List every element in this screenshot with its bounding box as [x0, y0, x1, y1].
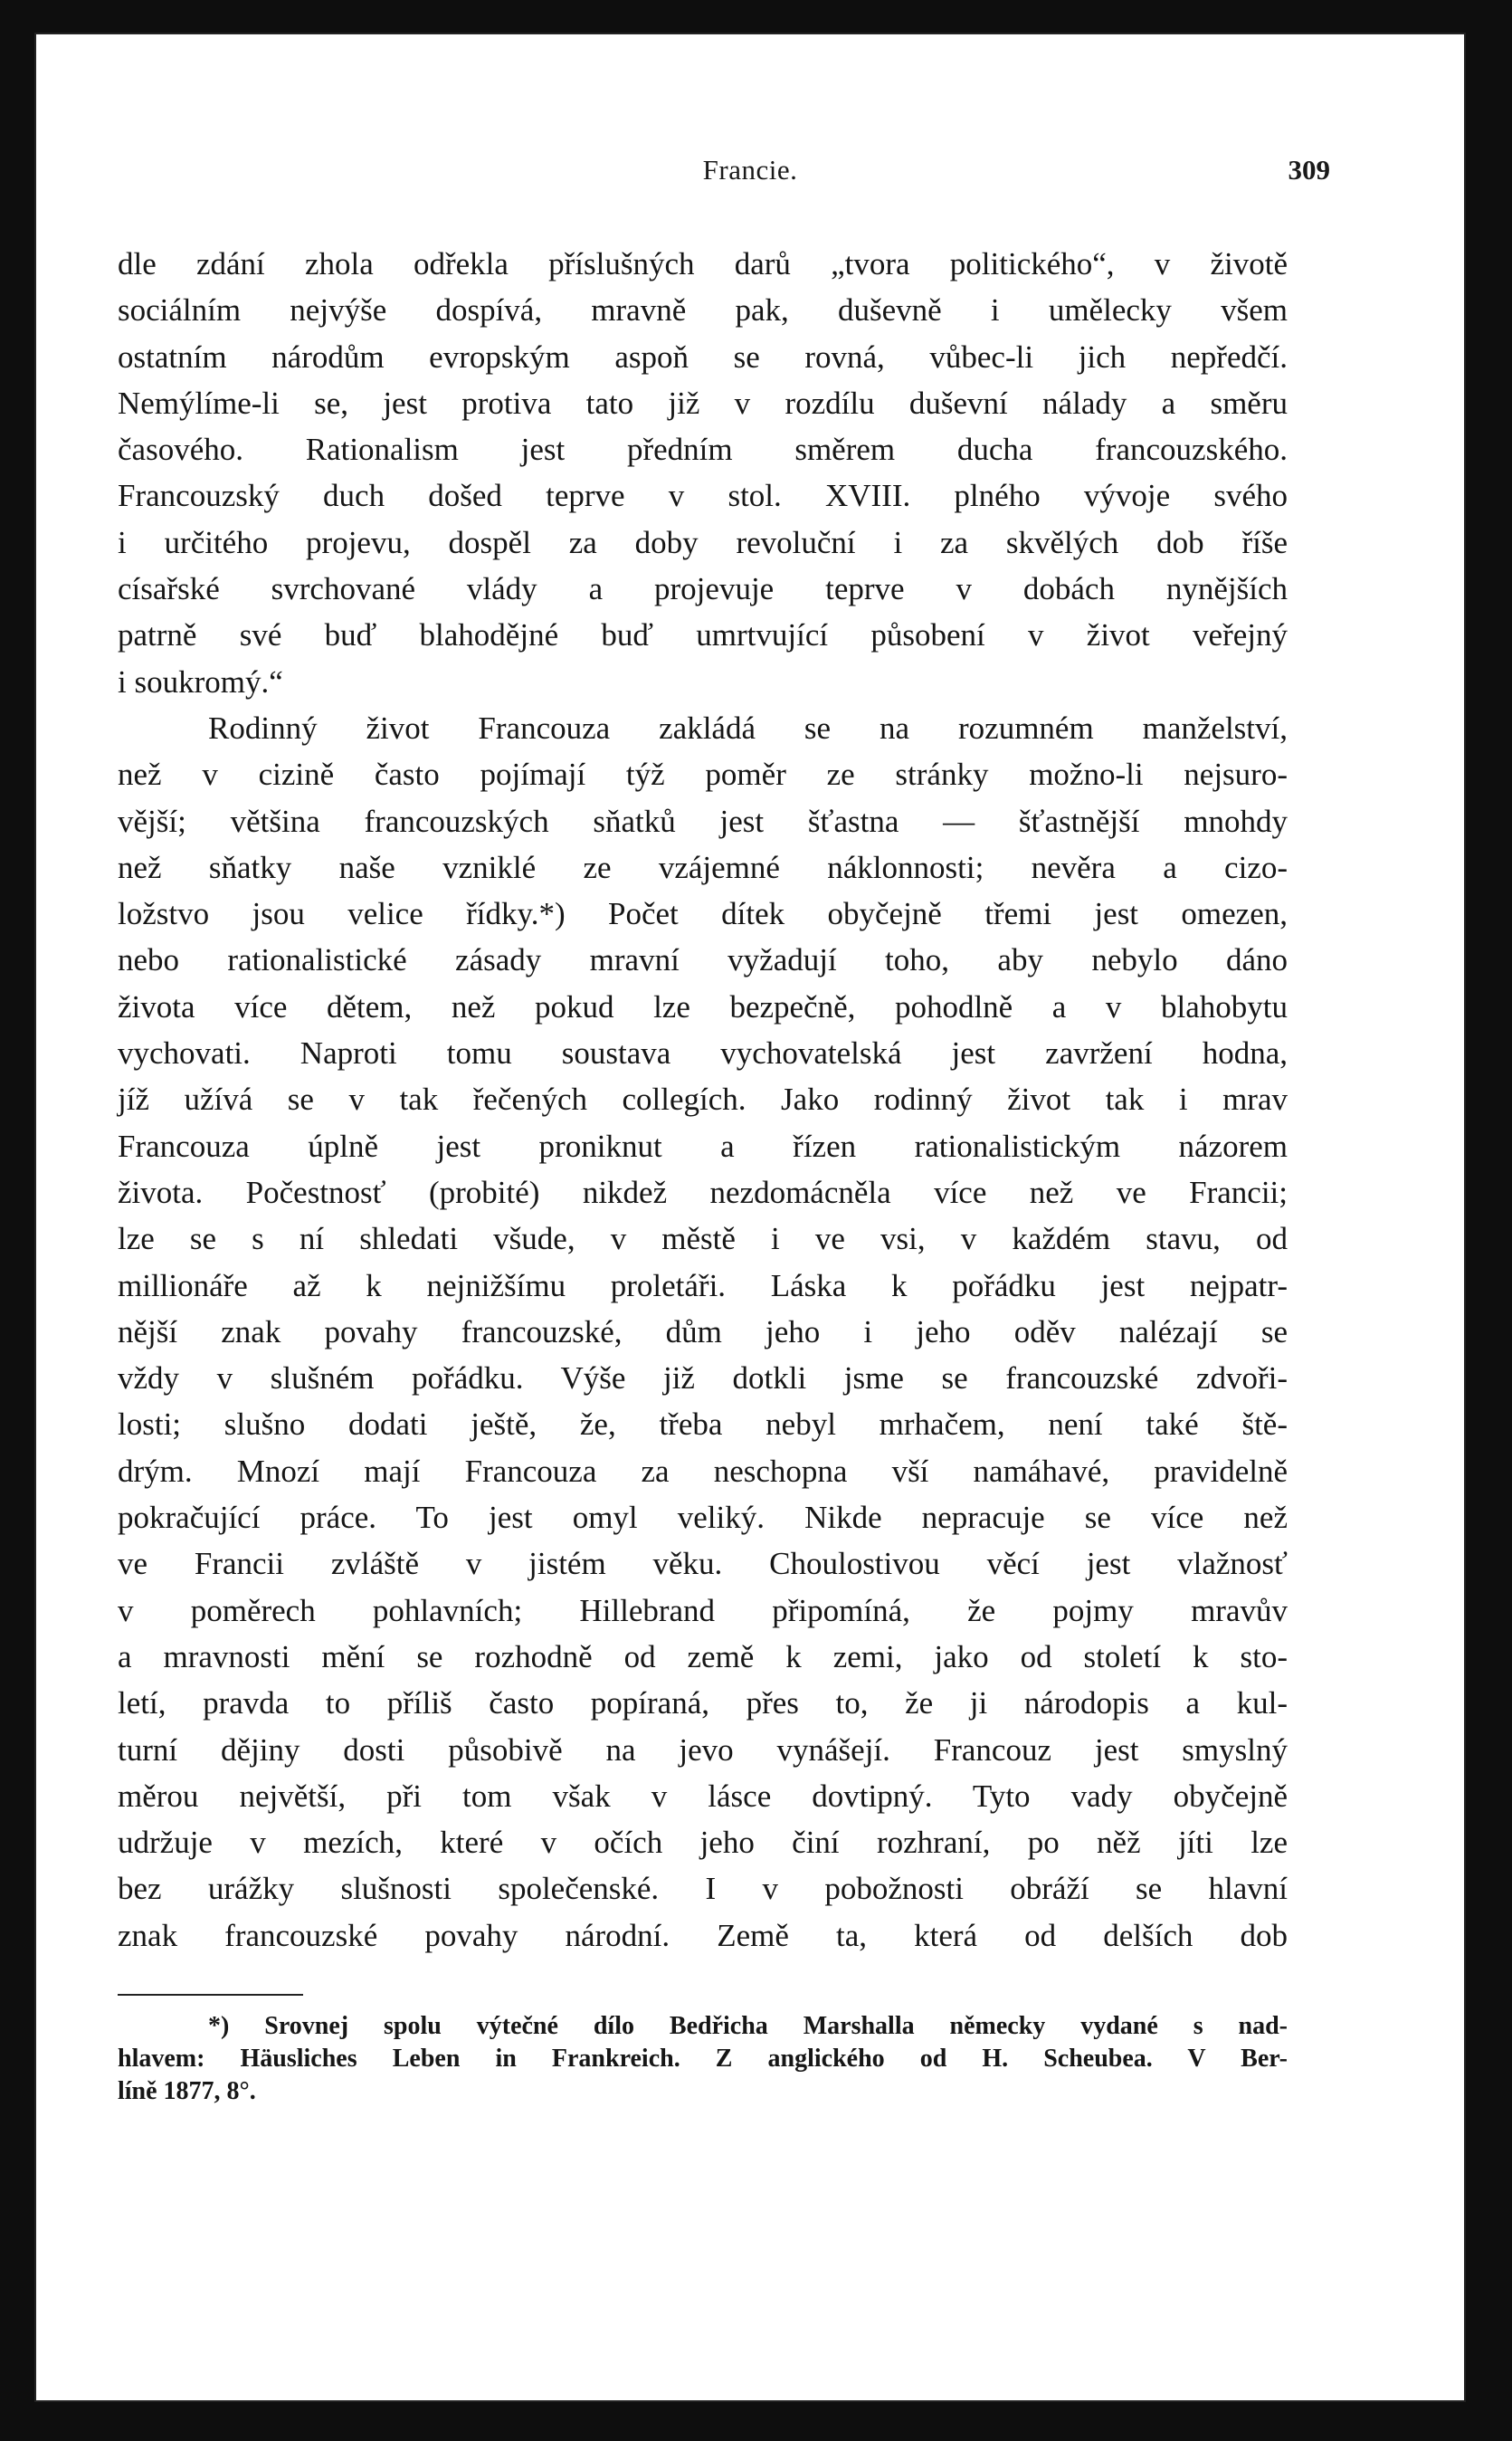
text-line: udržuje v mezích, které v očích jeho činí rozhraní, po něž jíti lze: [118, 1825, 1288, 1861]
text-line: ložstvo jsou velice řídky.*) Počet dítek obyčejně třemi jest omezen,: [118, 896, 1288, 932]
footnote-line: *) Srovnej spolu výtečné dílo Bedřicha Marshalla německy vydané s nad-: [208, 2012, 1288, 2040]
text-line: než sňatky naše vzniklé ze vzájemné náklonnosti; nevěra a cizo-: [118, 849, 1288, 885]
text-line: sociálním nejvýše dospívá, mravně pak, duševně i umělecky všem: [118, 292, 1288, 329]
book-page: [36, 34, 1464, 2400]
text-line: v poměrech pohlavních; Hillebrand připomíná, že pojmy mravův: [118, 1592, 1288, 1628]
text-line: letí, pravda to příliš často popíraná, přes to, že ji národopis a kul-: [118, 1685, 1288, 1721]
text-line: turní dějiny dosti působivě na jevo vynášejí. Francouz jest smyslný: [118, 1731, 1288, 1768]
text-line: Francouza úplně jest proniknut a řízen rationalistickým názorem: [118, 1128, 1288, 1164]
text-line: vychovati. Naproti tomu soustava vychovatelská jest zavržení hodna,: [118, 1035, 1288, 1072]
text-line: lze se s ní shledati všude, v městě i ve vsi, v každém stavu, od: [118, 1221, 1288, 1257]
text-line: i soukromý.“: [118, 663, 283, 700]
text-line: bez urážky slušnosti společenské. I v pobožnosti obráží se hlavní: [118, 1871, 1288, 1907]
text-line: císařské svrchované vlády a projevuje teprve v dobách nynějších: [118, 571, 1288, 607]
text-line: patrně své buď blahodějné buď umrtvující působení v život veřejný: [118, 617, 1288, 653]
text-line: vždy v slušném pořádku. Výše již dotkli jsme se francouzské zdvoři-: [118, 1360, 1288, 1397]
text-line: drým. Mnozí mají Francouza za neschopna vší namáhavé, pravidelně: [118, 1453, 1288, 1489]
body-text: [118, 241, 1288, 1959]
text-line: ve Francii zvláště v jistém věku. Choulostivou věcí jest vlažnosť: [118, 1546, 1288, 1582]
running-head: Francie.: [702, 154, 798, 186]
footnote-line: líně 1877, 8°.: [118, 2077, 256, 2105]
footnote-line: hlavem: Häusliches Leben in Frankreich. Z anglického od H. Scheubea. V Ber-: [118, 2045, 1288, 2073]
text-line: ostatním národům evropským aspoň se rovná, vůbec-li jich nepředčí.: [118, 338, 1288, 375]
page-number: 309: [1288, 154, 1330, 186]
text-line: Francouzský duch došed teprve v stol. XVIII. plného vývoje svého: [118, 478, 1288, 514]
text-line: losti; slušno dodati ještě, že, třeba nebyl mrhačem, není také ště-: [118, 1406, 1288, 1443]
text-line: znak francouzské povahy národní. Země ta, která od delších dob: [118, 1917, 1288, 1953]
text-line: dle zdání zhola odřekla příslušných darů „tvora politického“, v životě: [118, 246, 1288, 281]
footnote: [118, 2010, 1288, 2108]
text-line: Nemýlíme-li se, jest protiva tato již v rozdílu duševní nálady a směru: [118, 385, 1288, 421]
text-line: nebo rationalistické zásady mravní vyžadují toho, aby nebylo dáno: [118, 942, 1288, 978]
paragraph-start-line: Rodinný život Francouza zakládá se na rozumném manželství,: [208, 710, 1288, 746]
page-header: [36, 154, 1464, 199]
text-line: vější; většina francouzských sňatků jest šťastna — šťastnější mnohdy: [118, 803, 1288, 839]
text-line: nější znak povahy francouzské, dům jeho i jeho oděv nalézají se: [118, 1313, 1288, 1349]
text-line: života. Počestnosť (probité) nikdež nezdomácněla více než ve Francii;: [118, 1174, 1288, 1210]
text-line: a mravnosti mění se rozhodně od země k zemi, jako od století k sto-: [118, 1638, 1288, 1674]
text-line: i určitého projevu, dospěl za doby revoluční i za skvělých dob říše: [118, 524, 1288, 560]
text-line: měrou největší, při tom však v lásce dovtipný. Tyto vady obyčejně: [118, 1778, 1288, 1814]
text-line: millionáře až k nejnižšímu proletáři. Láska k pořádku jest nejpatr-: [118, 1267, 1288, 1303]
text-line: pokračující práce. To jest omyl veliký. Nikde nepracuje se více než: [118, 1500, 1288, 1536]
text-line: než v cizině často pojímají týž poměr ze stránky možno-li nejsurо-: [118, 757, 1288, 793]
text-line: života více dětem, než pokud lze bezpečně, pohodlně a v blahobytu: [118, 988, 1288, 1025]
footnote-divider: [118, 1994, 303, 1996]
text-line: časového. Rationalism jest předním směrem ducha francouzského.: [118, 432, 1288, 468]
text-line: jíž užívá se v tak řečených collegích. Jako rodinný život tak i mrav: [118, 1082, 1288, 1118]
